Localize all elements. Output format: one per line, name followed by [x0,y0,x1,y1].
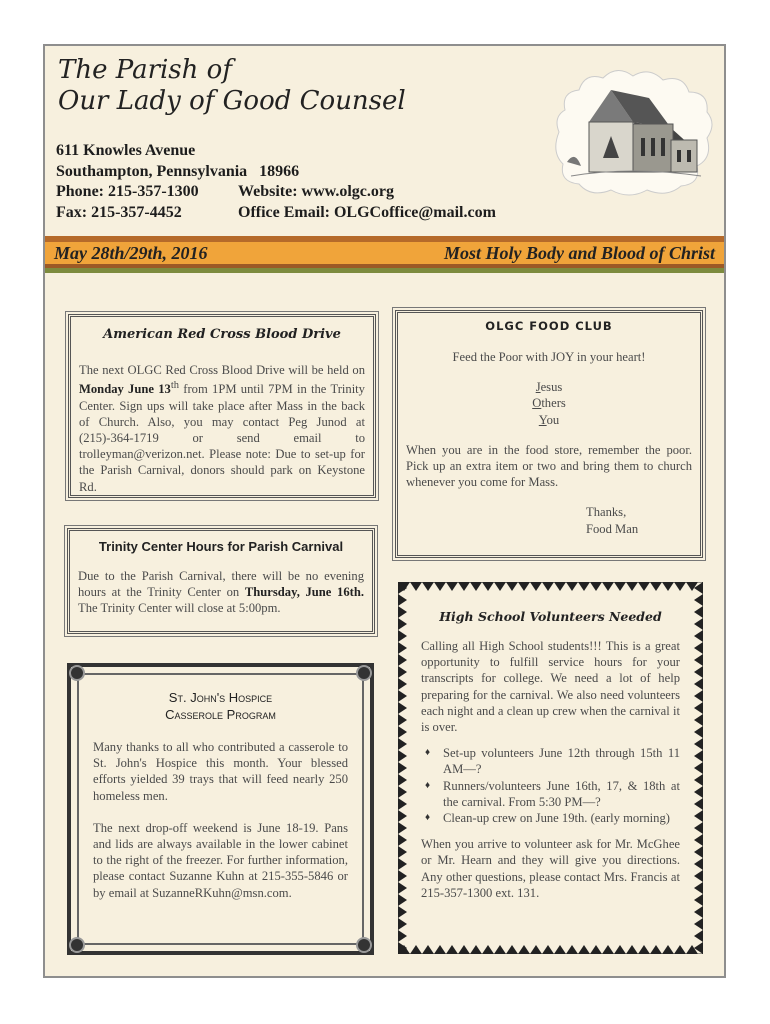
red-cross-title: American Red Cross Blood Drive [103,327,341,342]
food-club-signoff: Thanks, Food Man [586,505,639,536]
street-address: 611 Knowles Avenue [56,142,196,159]
food-club-body: When you are in the food store, remember the poor. Pick up an extra item or two and bring them to church whenever you come for Mass. [406,442,692,490]
food-club-tagline: Feed the Poor with JOY in your heart! [452,350,646,364]
red-cross-blood-drive-box [68,314,376,498]
blood-drive-date: Monday June 13 [79,382,171,397]
red-cross-body: The next OLGC Red Cross Blood Drive will be held on Monday June 13th from 1PM until 7PM in the Trinity Center. Sign ups will take place after Mass in the back of Church. Also, you may contact Peg Junod at (215)-364-1719 or send email to trolleyman@verizon.net. Please note: Due to set-up for the Parish Carnival, donors should park on Keystone Rd. [79,363,365,494]
hospice-title: St. John's Hospice Casserole Program [165,690,276,722]
title-line-2: Our Lady of Good Counsel [58,86,406,116]
trinity-body: Due to the Parish Carnival, there will be no evening hours at the Trinity Center on Thursday, June 16th. The Trinity Center will close at 5:00pm. [78,569,364,616]
food-club-box [395,310,703,558]
hospice-casserole-box [67,663,374,955]
title-line-1: The Parish of [58,55,232,85]
volunteers-needed-box [398,582,703,954]
list-item: ♦ Runners/volunteers June 16th, 17, & 18th at the carnival. From 5:30 PM—? [421,778,680,810]
trinity-center-hours-box [67,528,375,634]
hospice-dropoff: The next drop-off weekend is June 18-19. Pans and lids are always available in the lower cabinet to the right of the freezer. For further information, please contact Suzanne Kuhn at 215-355-5846 or by email at SuzanneRKuhn@msn.com. [93,820,348,900]
city-state-zip: Southampton, Pennsylvania 18966 [56,162,300,180]
food-club-title: OLGC FOOD CLUB [485,319,613,333]
trinity-title: Trinity Center Hours for Parish Carnival [98,539,344,554]
date-banner [45,236,724,274]
website-link[interactable]: Website: www.olgc.org [238,183,394,200]
joy-acrostic: Jesus Others You [532,380,566,427]
fax-number: Fax: 215-357-4452 [56,203,182,221]
church-illustration [551,62,717,200]
phone-number: Phone: 215-357-1300 [56,183,199,200]
parish-title [58,55,406,117]
volunteers-closing: When you arrive to volunteer ask for Mr. McGhee or Mr. Hearn and they will give you directions. Any other questions, please contact Mrs. Francis at 215-357-1300 ext. 131. [421,837,680,900]
list-item: ♦ Set-up volunteers June 12th through 15th 11 AM—? [421,745,680,777]
contact-block [56,141,496,223]
feast-day: Most Holy Body and Blood of Christ [443,243,715,263]
volunteer-shift-list [421,745,680,826]
volunteers-intro: Calling all High School students!!! This is a great opportunity to fulfill service hours for your transcripts for college. We need a lot of help preparing for the carnival. We also need volunteers each night and a clean up crew when the carnival it is over. [421,639,680,735]
volunteers-title: High School Volunteers Needed [439,609,662,624]
office-email-link[interactable]: Office Email: OLGCoffice@mail.com [238,203,496,221]
bulletin-date: May 28th/29th, 2016 [54,243,208,263]
hospice-thanks: Many thanks to all who contributed a casserole to St. John's Hospice this month. Your blessed efforts yielded 39 trays that will feed nearly 250 homeless men. [93,740,348,803]
list-item: ♦ Clean-up crew on June 19th. (early morning) [421,810,680,826]
